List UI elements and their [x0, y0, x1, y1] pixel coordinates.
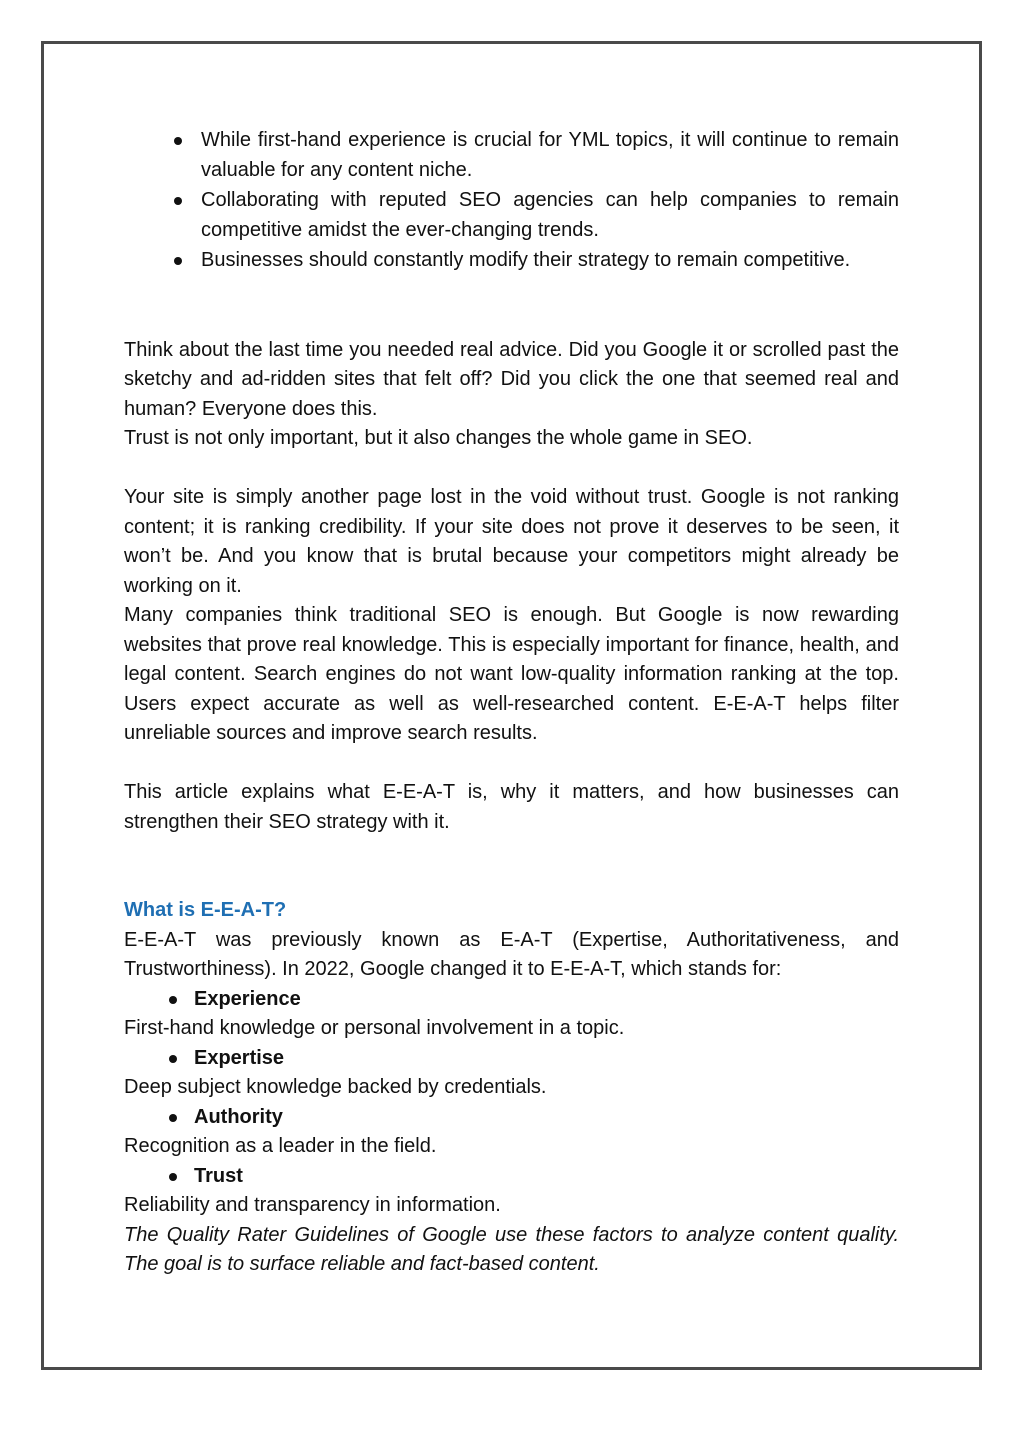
intro-paragraph: This article explains what E-E-A-T is, why it matters, and how businesses can strengthen their SEO strategy with it. — [124, 781, 899, 833]
document-body — [124, 126, 899, 1280]
factor-description: Reliability and transparency in information. — [124, 1194, 501, 1216]
summary-bullet: While first-hand experience is crucial for YML topics, it will continue to remain valuable for any content niche. — [201, 126, 899, 186]
intro-paragraph: Trust is not only important, but it also changes the whole game in SEO. — [124, 427, 753, 449]
summary-bullet-list — [124, 126, 899, 277]
factor-title: Trust — [124, 1162, 899, 1192]
summary-bullet: Collaborating with reputed SEO agencies can help companies to remain competitive amidst the ever-changing trends. — [201, 186, 899, 246]
summary-bullet: Businesses should constantly modify their strategy to remain competitive. — [201, 246, 899, 277]
section-intro: E-E-A-T was previously known as E-A-T (Expertise, Authoritativeness, and Trustworthiness). In 2022, Google changed it to E-E-A-T, which stands for: — [124, 928, 899, 980]
intro-paragraph: Many companies think traditional SEO is enough. But Google is now rewarding websites that prove real knowledge. This is especially important for finance, health, and legal content. Search engines do not want low-quality information ranking at the top. Users expect accurate as well as well-researched content. E-E-A-T helps filter unreliable sources and improve search results. — [124, 604, 899, 744]
closing-note: The Quality Rater Guidelines of Google use these factors to analyze content quality. The goal is to surface reliable and fact-based content. — [124, 1223, 899, 1275]
factor-description: Deep subject knowledge backed by credentials. — [124, 1076, 547, 1098]
factor-title: Authority — [124, 1103, 899, 1133]
factor-title: Experience — [124, 985, 899, 1015]
intro-paragraph: Your site is simply another page lost in the void without trust. Google is not ranking content; it is ranking credibility. If your site does not prove it deserves to be seen, it won’t be. And you know that is brutal because your competitors might already be working on it. — [124, 486, 899, 597]
factor-description: First-hand knowledge or personal involvement in a topic. — [124, 1017, 625, 1039]
factor-description: Recognition as a leader in the field. — [124, 1135, 437, 1157]
intro-paragraph: Think about the last time you needed real advice. Did you Google it or scrolled past the sketchy and ad-ridden sites that felt off? Did you click the one that seemed real and human? Everyone does this. — [124, 338, 899, 420]
section-heading: What is E-E-A-T? — [124, 899, 287, 921]
factor-title: Expertise — [124, 1044, 899, 1074]
